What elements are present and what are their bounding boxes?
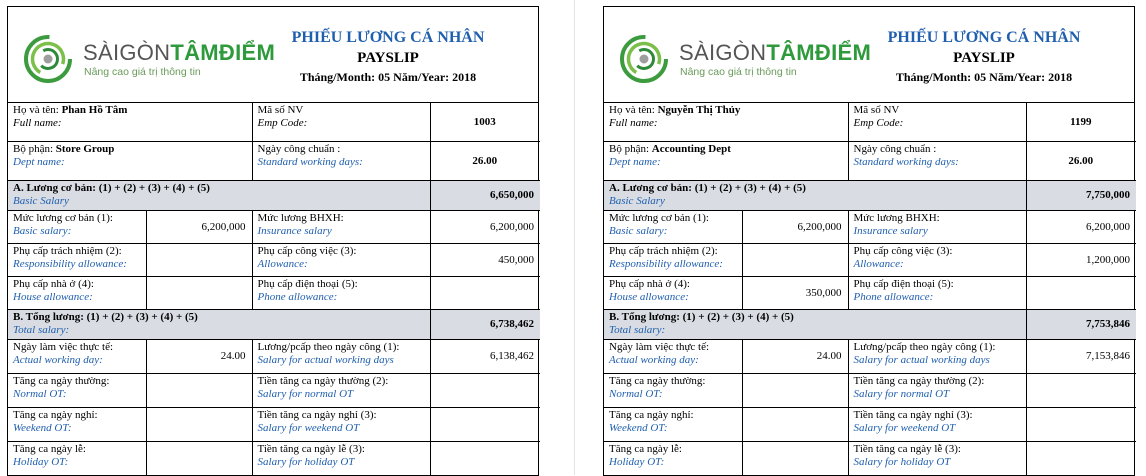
section-a-value: 7,750,000 (1026, 181, 1136, 211)
normal-ot-value (742, 374, 848, 408)
responsibility-allowance-value (742, 244, 848, 277)
section-a-row (604, 181, 1136, 211)
brand-name: SÀIGÒNTÂMĐIỂM (679, 40, 872, 65)
payslip-sheet (7, 6, 539, 476)
weekend-ot-value (742, 408, 848, 442)
actual-days-label: Ngày làm việc thực tế: Actual working day: (8, 340, 146, 374)
payslip-header (8, 7, 538, 103)
std-days-label-cell: Ngày công chuẩn : Standard working days: (252, 142, 430, 181)
section-a-value: 6,650,000 (430, 181, 540, 211)
emp-code-label-cell: Mã số NV Emp Code: (848, 103, 1026, 142)
salary-weekend-ot-value (430, 408, 540, 442)
holiday-ot-label: Tăng ca ngày lễ: Holiday OT: (8, 442, 146, 476)
title-en: PAYSLIP (953, 50, 1015, 66)
payslip-sheet (603, 6, 1135, 476)
salary-holiday-ot-label: Tiền tăng ca ngày lễ (3): Salary for holiday OT (848, 442, 1026, 476)
payslip-table (8, 103, 540, 475)
holiday-ot-value (742, 442, 848, 476)
responsibility-allowance-label: Phụ cấp trách nhiệm (2): Responsibility allowance: (604, 244, 742, 277)
brand-tagline: Nâng cao giá trị thông tin (84, 66, 201, 78)
table-row (8, 103, 540, 142)
section-b-row (604, 310, 1136, 340)
house-allowance-label: Phụ cấp nhà ở (4): House allowance: (604, 277, 742, 310)
weekend-ot-label: Tăng ca ngày nghỉ: Weekend OT: (604, 408, 742, 442)
logo-swirl-icon (619, 34, 669, 84)
normal-ot-label: Tăng ca ngày thường: Normal OT: (604, 374, 742, 408)
section-a-label: A. Lương cơ bản: (1) + (2) + (3) + (4) + (5) Basic Salary (8, 181, 430, 211)
table-row (8, 211, 540, 244)
allowance-value: 1,200,000 (1026, 244, 1136, 277)
table-row (604, 408, 1136, 442)
payslip-page-2 (596, 0, 1146, 475)
salary-actual-value: 6,138,462 (430, 340, 540, 374)
basic-salary-label: Mức lương cơ bản (1): Basic salary: (8, 211, 146, 244)
table-row (8, 142, 540, 181)
section-b-value: 6,738,462 (430, 310, 540, 340)
dept-cell: Bộ phận: Accounting Dept Dept name: (604, 142, 848, 181)
normal-ot-value (146, 374, 252, 408)
table-row (604, 244, 1136, 277)
section-b-row (8, 310, 540, 340)
insurance-salary-value: 6,200,000 (1026, 211, 1136, 244)
allowance-label: Phụ cấp công việc (3): Allowance: (848, 244, 1026, 277)
salary-actual-value: 7,153,846 (1026, 340, 1136, 374)
payslip-header (604, 7, 1134, 103)
salary-actual-label: Lương/pcấp theo ngày công (1): Salary for actual working days (252, 340, 430, 374)
basic-salary-label: Mức lương cơ bản (1): Basic salary: (604, 211, 742, 244)
salary-actual-label: Lương/pcấp theo ngày công (1): Salary for actual working days (848, 340, 1026, 374)
salary-normal-ot-value (1026, 374, 1136, 408)
responsibility-allowance-label: Phụ cấp trách nhiệm (2): Responsibility allowance: (8, 244, 146, 277)
normal-ot-label: Tăng ca ngày thường: Normal OT: (8, 374, 146, 408)
brand-name: SÀIGÒNTÂMĐIỂM (83, 40, 276, 65)
table-row (8, 277, 540, 310)
table-row (8, 374, 540, 408)
company-logo (619, 31, 879, 87)
std-days-label-cell: Ngày công chuẩn : Standard working days: (848, 142, 1026, 181)
salary-holiday-ot-label: Tiền tăng ca ngày lễ (3): Salary for holiday OT (252, 442, 430, 476)
phone-allowance-value (1026, 277, 1136, 310)
title-vn: PHIẾU LƯƠNG CÁ NHÂN (291, 29, 485, 46)
table-row (604, 442, 1136, 476)
table-row (604, 340, 1136, 374)
employee-name-cell: Họ và tên: Nguyễn Thị Thủy Full name: (604, 103, 848, 142)
phone-allowance-label: Phụ cấp điện thoại (5): Phone allowance: (848, 277, 1026, 310)
salary-normal-ot-label: Tiền tăng ca ngày thường (2): Salary for normal OT (848, 374, 1026, 408)
payslip-title-block (263, 28, 513, 86)
payslip-page-1 (0, 0, 548, 475)
phone-allowance-value (430, 277, 540, 310)
payslip-table (604, 103, 1136, 475)
section-b-value: 7,753,846 (1026, 310, 1136, 340)
std-days-value: 26.00 (1026, 142, 1136, 181)
house-allowance-label: Phụ cấp nhà ở (4): House allowance: (8, 277, 146, 310)
salary-holiday-ot-value (430, 442, 540, 476)
company-logo (23, 31, 283, 87)
table-row (8, 244, 540, 277)
table-row (604, 103, 1136, 142)
title-vn: PHIẾU LƯƠNG CÁ NHÂN (887, 29, 1081, 46)
section-b-label: B. Tổng lương: (1) + (2) + (3) + (4) + (5) Total salary: (604, 310, 1026, 340)
salary-normal-ot-label: Tiền tăng ca ngày thường (2): Salary for normal OT (252, 374, 430, 408)
title-en: PAYSLIP (357, 50, 419, 66)
salary-holiday-ot-value (1026, 442, 1136, 476)
payslip-title-block (859, 28, 1109, 86)
std-days-value: 26.00 (430, 142, 540, 181)
table-row (604, 142, 1136, 181)
actual-days-value: 24.00 (146, 340, 252, 374)
table-row (8, 340, 540, 374)
allowance-value: 450,000 (430, 244, 540, 277)
weekend-ot-label: Tăng ca ngày nghỉ: Weekend OT: (8, 408, 146, 442)
table-row (604, 277, 1136, 310)
pay-period: Tháng/Month: 05 Năm/Year: 2018 (299, 70, 477, 84)
actual-days-value: 24.00 (742, 340, 848, 374)
table-row (8, 408, 540, 442)
house-allowance-value (146, 277, 252, 310)
basic-salary-value: 6,200,000 (742, 211, 848, 244)
house-allowance-value: 350,000 (742, 277, 848, 310)
holiday-ot-value (146, 442, 252, 476)
section-b-label: B. Tổng lương: (1) + (2) + (3) + (4) + (5) Total salary: (8, 310, 430, 340)
emp-code-value: 1199 (1026, 103, 1136, 142)
insurance-salary-label: Mức lương BHXH: Insurance salary (252, 211, 430, 244)
salary-weekend-ot-label: Tiền tăng ca ngày nghỉ (3): Salary for weekend OT (252, 408, 430, 442)
page-divider (574, 0, 575, 475)
table-row (8, 442, 540, 476)
section-a-label: A. Lương cơ bản: (1) + (2) + (3) + (4) + (5) Basic Salary (604, 181, 1026, 211)
allowance-label: Phụ cấp công việc (3): Allowance: (252, 244, 430, 277)
salary-normal-ot-value (430, 374, 540, 408)
table-row (604, 374, 1136, 408)
responsibility-allowance-value (146, 244, 252, 277)
brand-tagline: Nâng cao giá trị thông tin (680, 66, 797, 78)
salary-weekend-ot-label: Tiền tăng ca ngày nghỉ (3): Salary for weekend OT (848, 408, 1026, 442)
phone-allowance-label: Phụ cấp điện thoại (5): Phone allowance: (252, 277, 430, 310)
insurance-salary-value: 6,200,000 (430, 211, 540, 244)
table-row (604, 211, 1136, 244)
emp-code-value: 1003 (430, 103, 540, 142)
salary-weekend-ot-value (1026, 408, 1136, 442)
basic-salary-value: 6,200,000 (146, 211, 252, 244)
actual-days-label: Ngày làm việc thực tế: Actual working day: (604, 340, 742, 374)
dept-cell: Bộ phận: Store Group Dept name: (8, 142, 252, 181)
emp-code-label-cell: Mã số NV Emp Code: (252, 103, 430, 142)
logo-swirl-icon (23, 34, 73, 84)
employee-name-cell: Họ và tên: Phan Hồ Tâm Full name: (8, 103, 252, 142)
weekend-ot-value (146, 408, 252, 442)
pay-period: Tháng/Month: 05 Năm/Year: 2018 (895, 70, 1073, 84)
section-a-row (8, 181, 540, 211)
holiday-ot-label: Tăng ca ngày lễ: Holiday OT: (604, 442, 742, 476)
insurance-salary-label: Mức lương BHXH: Insurance salary (848, 211, 1026, 244)
